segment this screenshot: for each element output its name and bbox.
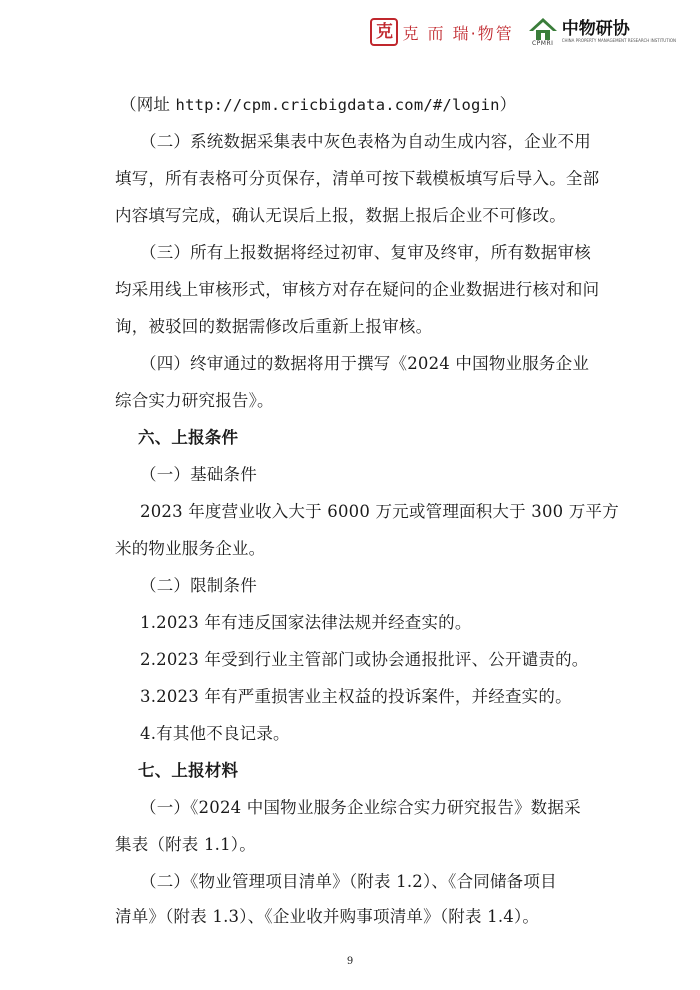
cpmri-en-name: CHINA PROPERTY MANAGEMENT RESEARCH INSTITUTION [561,38,676,43]
section-heading-six: 六、上报条件 [138,428,239,447]
list-item: 1.2023 年有违反国家法律法规并经查实的。 [140,613,472,632]
paragraph-line: 均采用线上审核形式，审核方对存在疑问的企业数据进行核对和问 [115,280,600,299]
paragraph-line: 集表（附表 1.1）。 [115,835,256,854]
paragraph-line: 内容填写完成，确认无误后上报，数据上报后企业不可修改。 [115,206,566,225]
cpmri-logo [528,17,676,47]
subsection-heading: （一）基础条件 [140,465,257,484]
paragraph-line: 综合实力研究报告》。 [115,391,274,410]
paragraph-line: 米的物业服务企业。 [115,539,266,558]
paragraph-line: 清单》（附表 1.3）、《企业收并购事项清单》（附表 1.4）。 [115,907,540,926]
subsection-heading: （二）限制条件 [140,576,257,595]
kerui-logo-text: 克 而 瑞·物管 [402,23,514,43]
kerui-logo [370,18,513,46]
paragraph-line: （二）《物业管理项目清单》（附表 1.2）、《合同储备项目 [140,872,557,891]
cpmri-abbr: CPMRI [531,40,554,47]
list-item: 2.2023 年受到行业主管部门或协会通报批评、公开谴责的。 [140,650,589,669]
paragraph-line: 询，被驳回的数据需修改后重新上报审核。 [115,317,433,336]
paragraph-line: （三）所有上报数据将经过初审、复审及终审，所有数据审核 [140,243,591,262]
paragraph-line: 2023 年度营业收入大于 6000 万元或管理面积大于 300 万平方 [140,502,619,521]
paragraph-line: （四）终审通过的数据将用于撰写《2024 中国物业服务企业 [140,354,590,373]
login-url-link[interactable]: http://cpm.cricbigdata.com/#/login [175,96,500,114]
paragraph-line: 填写，所有表格可分页保存，清单可按下载模板填写后导入。全部 [115,169,600,188]
page-number: 9 [346,956,354,967]
url-prefix: （网址 [120,95,176,114]
cpmri-cn-name: 中物研协 [561,19,630,39]
list-item: 4.有其他不良记录。 [140,724,290,743]
page-header [370,16,676,48]
url-suffix: ） [499,95,517,114]
list-item: 3.2023 年有严重损害业主权益的投诉案件，并经查实的。 [140,687,572,706]
paragraph-line: （一）《2024 中国物业服务企业综合实力研究报告》数据采 [140,798,581,817]
kerui-seal-icon: 克 [370,18,398,46]
url-line [120,94,516,116]
section-heading-seven: 七、上报材料 [138,761,239,780]
paragraph-line: （二）系统数据采集表中灰色表格为自动生成内容，企业不用 [140,132,591,151]
cpmri-house-icon [528,17,558,47]
